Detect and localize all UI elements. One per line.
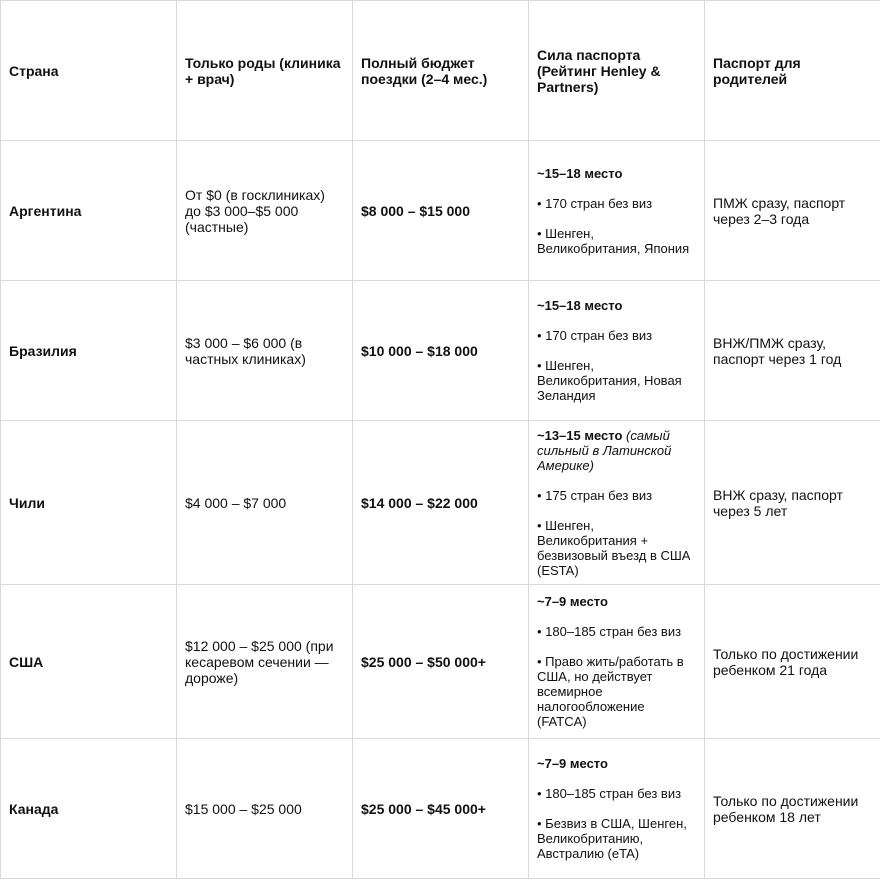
parents-cell: Только по достижении ребенком 18 лет xyxy=(705,739,880,879)
header-parents-passport: Паспорт для родителей xyxy=(705,1,880,141)
birth-cost-cell: $4 000 – $7 000 xyxy=(177,421,353,585)
birth-cost-cell: $12 000 – $25 000 (при кесаревом сечении — дороже) xyxy=(177,585,353,739)
country-cell: США xyxy=(1,585,177,739)
passport-extra: • Безвиз в США, Шенген, Великобританию, Австралию (eTA) xyxy=(537,816,687,861)
header-row xyxy=(1,1,880,141)
passport-cell xyxy=(529,585,705,739)
parents-cell: ВНЖ/ПМЖ сразу, паспорт через 1 год xyxy=(705,281,880,421)
passport-rank: ~15–18 место xyxy=(537,165,623,181)
budget-cell: $25 000 – $45 000+ xyxy=(353,739,529,879)
header-birth-only: Только роды (клиника + врач) xyxy=(177,1,353,141)
passport-extra: • Шенген, Великобритания + безвизовый въезд в США (ESTA) xyxy=(537,517,691,578)
header-country: Страна xyxy=(1,1,177,141)
passport-visa-free: • 180–185 стран без виз xyxy=(537,786,682,801)
passport-visa-free: • 175 стран без виз xyxy=(537,487,653,503)
passport-visa-free: • 170 стран без виз xyxy=(537,328,653,343)
birth-cost-cell: $15 000 – $25 000 xyxy=(177,739,353,879)
passport-visa-free: • 180–185 стран без виз xyxy=(537,624,682,639)
budget-cell: $8 000 – $15 000 xyxy=(353,141,529,281)
passport-extra: • Шенген, Великобритания, Новая Зеландия xyxy=(537,358,682,403)
header-passport-strength: Сила паспорта (Рейтинг Henley & Partners) xyxy=(529,1,705,141)
parents-cell: Только по достижении ребенком 21 года xyxy=(705,585,880,739)
passport-visa-free: • 170 стран без виз xyxy=(537,195,653,211)
country-cell: Чили xyxy=(1,421,177,585)
parents-cell: ПМЖ сразу, паспорт через 2–3 года xyxy=(705,141,880,281)
table-row xyxy=(1,141,880,281)
header-full-budget: Полный бюджет поездки (2–4 мес.) xyxy=(353,1,529,141)
country-cell: Канада xyxy=(1,739,177,879)
passport-extra: • Право жить/работать в США, но действует всемирное налогообложение (FATCA) xyxy=(537,654,684,729)
table-row xyxy=(1,421,880,585)
passport-rank: ~7–9 место xyxy=(537,756,608,771)
country-cell: Аргентина xyxy=(1,141,177,281)
table-row xyxy=(1,585,880,739)
passport-cell xyxy=(529,421,705,585)
parents-cell: ВНЖ сразу, паспорт через 5 лет xyxy=(705,421,880,585)
passport-extra: • Шенген, Великобритания, Япония xyxy=(537,225,690,256)
birth-cost-cell: От $0 (в госклиниках) до $3 000–$5 000 (частные) xyxy=(177,141,353,281)
budget-cell: $25 000 – $50 000+ xyxy=(353,585,529,739)
passport-rank-note: (самый сильный в Латинской Америке) xyxy=(537,427,672,473)
passport-cell xyxy=(529,141,705,281)
table-row xyxy=(1,739,880,879)
passport-rank: ~7–9 место xyxy=(537,594,608,609)
budget-cell: $14 000 – $22 000 xyxy=(353,421,529,585)
passport-cell xyxy=(529,281,705,421)
passport-rank: ~13–15 место (самый сильный в Латинской Америке) xyxy=(537,427,672,473)
table-row xyxy=(1,281,880,421)
birth-cost-cell: $3 000 – $6 000 (в частных клиниках) xyxy=(177,281,353,421)
passport-rank: ~15–18 место xyxy=(537,298,623,313)
passport-cell xyxy=(529,739,705,879)
country-cell: Бразилия xyxy=(1,281,177,421)
budget-cell: $10 000 – $18 000 xyxy=(353,281,529,421)
